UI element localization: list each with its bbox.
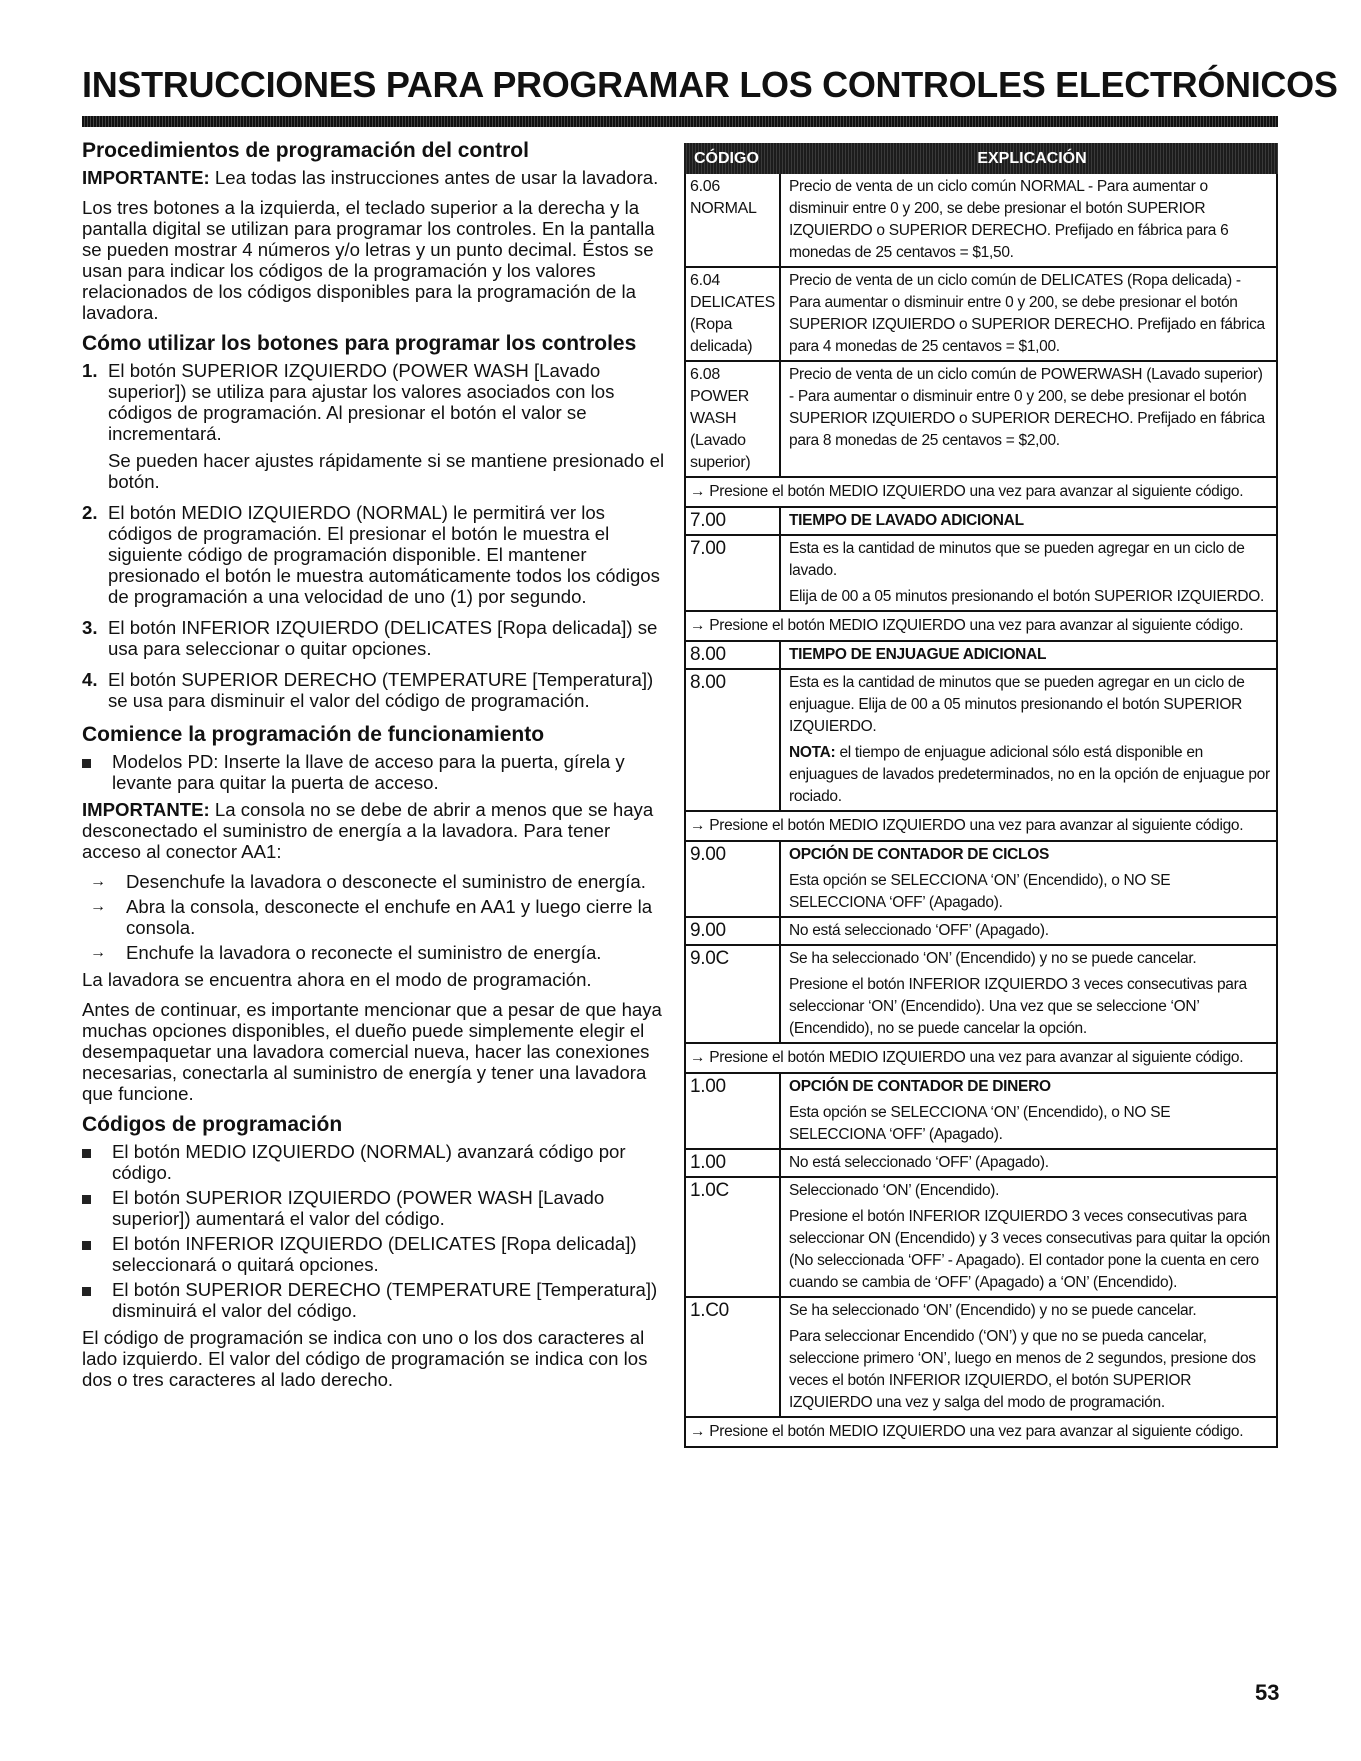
section-heading: Códigos de programación [82, 1113, 343, 1136]
arrow-icon: → [90, 873, 106, 890]
list-item: El botón SUPERIOR IZQUIERDO (POWER WASH [Lavado superior]) aumentará el valor del código. [82, 1187, 672, 1229]
row-text: Seleccionado ‘ON’ (Encendido). [789, 1182, 1000, 1199]
code-cell: 6.04 DELICATES (Ropa delicada) [686, 268, 781, 360]
arrow-icon: → [90, 898, 106, 915]
list-item: → Abra la consola, desconecte el enchufe en AA1 y luego cierre la consola. [82, 896, 672, 938]
table-group [684, 1074, 1278, 1418]
steps-list [82, 360, 672, 717]
list-item: 3. El botón INFERIOR IZQUIERDO (DELICATES [Ropa delicada]) se usa para seleccionar o quitar opciones. [82, 617, 658, 659]
table-row [686, 944, 1276, 1042]
description-cell [781, 642, 1276, 668]
bullet-list [82, 1141, 672, 1321]
description-cell [781, 1178, 1276, 1296]
description-cell [781, 536, 1276, 610]
description-cell [781, 1298, 1276, 1416]
code-cell: 9.00 [686, 918, 781, 944]
list-item: → Desenchufe la lavadora o desconecte el suministro de energía. [82, 871, 672, 892]
description-cell [781, 362, 1276, 476]
advance-instruction: → Presione el botón MEDIO IZQUIERDO una vez para avanzar al siguiente código. [684, 812, 1278, 842]
row-text: No está seleccionado ‘OFF’ (Apagado). [789, 922, 1049, 939]
row-text: Elija de 00 a 05 minutos presionando el botón SUPERIOR IZQUIERDO. [789, 588, 1265, 605]
table-body [684, 174, 1278, 1448]
code-cell: 6.06 NORMAL [686, 174, 781, 266]
bullet-icon [82, 1149, 91, 1158]
list-item: → Enchufe la lavadora o reconecte el suministro de energía. [82, 942, 672, 963]
code-cell: 1.C0 [686, 1298, 781, 1416]
code-cell: 7.00 [686, 536, 781, 610]
row-note: NOTA: el tiempo de enjuague adicional sólo está disponible en enjuagues de lavados predeterminados, no en la opción de enjuague por rociado. [789, 744, 1270, 805]
row-text: Precio de venta de un ciclo común de DELICATES (Ropa delicada) - Para aumentar o disminuir entre 0 y 200, se debe presionar el botón SUPERIOR IZQUIERDO o SUPERIOR DERECHO. Prefijado en fábrica para 4 monedas de 25 centavos = $1,00. [789, 272, 1265, 355]
important-note: IMPORTANTE: Lea todas las instrucciones antes de usar la lavadora. [82, 167, 659, 188]
row-heading: OPCIÓN DE CONTADOR DE DINERO [789, 1078, 1051, 1095]
row-text: Presione el botón INFERIOR IZQUIERDO 3 veces consecutivas para seleccionar ON (Encendido) y 3 veces consecutivas para quitar la opción (No seleccionada ‘OFF’ - Apagado). El contador pone la cuenta en cero cuando se cambia de ‘OFF’ (Apagado) a ‘ON’ (Encendido). [789, 1208, 1270, 1291]
table-row [686, 174, 1276, 266]
code-cell: 9.0C [686, 946, 781, 1042]
list-item: 4. El botón SUPERIOR DERECHO (TEMPERATURE [Temperatura]) se usa para disminuir el valor del código de programación. [82, 669, 654, 711]
description-cell [781, 670, 1276, 810]
important-note: IMPORTANTE: La consola no se debe de abrir a menos que se haya desconectado el suministro de energía a la lavadora. Para tener acceso al conector AA1: [82, 799, 654, 862]
code-cell: 8.00 [686, 642, 781, 668]
section-heading: Cómo utilizar los botones para programar los controles [82, 332, 637, 355]
bullet-list [82, 751, 672, 793]
table-row [686, 1176, 1276, 1296]
description-cell [781, 1074, 1276, 1148]
table-row [686, 1148, 1276, 1176]
list-item: El botón MEDIO IZQUIERDO (NORMAL) avanzará código por código. [82, 1141, 672, 1183]
advance-instruction: → Presione el botón MEDIO IZQUIERDO una vez para avanzar al siguiente código. [684, 1418, 1278, 1448]
table-row [686, 1296, 1276, 1416]
table-group [684, 842, 1278, 1044]
advance-instruction: → Presione el botón MEDIO IZQUIERDO una vez para avanzar al siguiente código. [684, 612, 1278, 642]
row-text: Presione el botón INFERIOR IZQUIERDO 3 veces consecutivas para seleccionar ‘ON’ (Encendido). Una vez que se seleccione ‘ON’ (Encendido), no se puede cancelar la opción. [789, 976, 1247, 1037]
row-text: No está seleccionado ‘OFF’ (Apagado). [789, 1154, 1049, 1171]
row-text: Esta es la cantidad de minutos que se pueden agregar en un ciclo de enjuague. Elija de 00 a 05 minutos presionando el botón SUPERIOR IZQUIERDO. [789, 674, 1245, 735]
table-header [684, 143, 1278, 174]
code-cell: 7.00 [686, 508, 781, 534]
list-item: El botón INFERIOR IZQUIERDO (DELICATES [Ropa delicada]) seleccionará o quitará opciones. [82, 1233, 672, 1275]
page-title: INSTRUCCIONES PARA PROGRAMAR LOS CONTROLES ELECTRÓNICOS [82, 64, 1338, 105]
list-item: 1. El botón SUPERIOR IZQUIERDO (POWER WASH [Lavado superior]) se utiliza para ajustar los valores asociados con los códigos de programación. Al presionar el botón el valor se incrementará. Se pueden hacer ajustes rápidamente si se mantiene presionado el botón. [82, 360, 665, 492]
description-cell [781, 174, 1276, 266]
list-item: El botón SUPERIOR DERECHO (TEMPERATURE [Temperatura]) disminuirá el valor del código. [82, 1279, 672, 1321]
row-text: Para seleccionar Encendido (‘ON’) y que no se pueda cancelar, seleccione primero ‘ON’, luego en menos de 2 segundos, presione dos veces el botón INFERIOR IZQUIERDO, el botón SUPERIOR IZQUIERDO una vez y salga del modo de programación. [789, 1328, 1256, 1411]
bullet-icon [82, 1195, 91, 1204]
table-row [686, 916, 1276, 944]
row-text: Precio de venta de un ciclo común NORMAL - Para aumentar o disminuir entre 0 y 200, se debe presionar el botón SUPERIOR IZQUIERDO o SUPERIOR DERECHO. Prefijado en fábrica para 6 monedas de 25 centavos = $1,50. [789, 178, 1229, 261]
list-item: Modelos PD: Inserte la llave de acceso para la puerta, gírela y levante para quitar la puerta de acceso. [82, 751, 672, 793]
table-row [686, 842, 1276, 916]
table-row [686, 508, 1276, 534]
description-cell [781, 946, 1276, 1042]
table-row [686, 1074, 1276, 1148]
table-group [684, 642, 1278, 812]
code-cell: 8.00 [686, 670, 781, 810]
header-explanation: EXPLICACIÓN [977, 149, 1087, 167]
table-row [686, 534, 1276, 610]
list-item: 2. El botón MEDIO IZQUIERDO (NORMAL) le permitirá ver los códigos de programación. El presionar el botón le muestra el siguiente código de programación disponible. El mantener presionado el botón le muestra automáticamente todos los códigos de programación a una velocidad de uno (1) por segundo. [82, 502, 660, 607]
header-code: CÓDIGO [694, 149, 759, 167]
arrow-icon: → [90, 944, 106, 961]
row-text: Esta opción se SELECCIONA ‘ON’ (Encendido), o NO SE SELECCIONA ‘OFF’ (Apagado). [789, 872, 1171, 911]
description-cell [781, 268, 1276, 360]
table-row [686, 360, 1276, 476]
description-cell [781, 918, 1276, 944]
table-row [686, 266, 1276, 360]
left-column [82, 135, 672, 1399]
bullet-icon [82, 1287, 91, 1296]
code-cell: 1.00 [686, 1150, 781, 1176]
row-heading: TIEMPO DE ENJUAGUE ADICIONAL [789, 646, 1047, 663]
description-cell [781, 1150, 1276, 1176]
code-cell: 6.08 POWER WASH (Lavado superior) [686, 362, 781, 476]
title-rule [82, 116, 1278, 127]
code-table [684, 143, 1278, 1448]
row-text: Precio de venta de un ciclo común de POWERWASH (Lavado superior) - Para aumentar o disminuir entre 0 y 200, se debe presionar el botón SUPERIOR IZQUIERDO o SUPERIOR DERECHO. Prefijado en fábrica para 8 monedas de 25 centavos = $2,00. [789, 366, 1265, 449]
section-heading: Procedimientos de programación del control [82, 139, 529, 162]
code-cell: 1.0C [686, 1178, 781, 1296]
paragraph: El código de programación se indica con uno o los dos caracteres al lado izquierdo. El valor del código de programación se indica con los dos o tres caracteres al lado derecho. [82, 1327, 648, 1390]
code-cell: 9.00 [686, 842, 781, 916]
arrow-list [82, 871, 672, 963]
advance-instruction: → Presione el botón MEDIO IZQUIERDO una vez para avanzar al siguiente código. [684, 478, 1278, 508]
page-number: 53 [1255, 1680, 1280, 1705]
advance-instruction: → Presione el botón MEDIO IZQUIERDO una vez para avanzar al siguiente código. [684, 1044, 1278, 1074]
table-group [684, 508, 1278, 612]
row-heading: TIEMPO DE LAVADO ADICIONAL [789, 512, 1024, 529]
table-row [686, 668, 1276, 810]
row-heading: OPCIÓN DE CONTADOR DE CICLOS [789, 846, 1049, 863]
description-cell [781, 508, 1276, 534]
section-heading: Comience la programación de funcionamiento [82, 723, 545, 746]
table-group [684, 174, 1278, 478]
row-text: Esta opción se SELECCIONA ‘ON’ (Encendido), o NO SE SELECCIONA ‘OFF’ (Apagado). [789, 1104, 1171, 1143]
code-cell: 1.00 [686, 1074, 781, 1148]
description-cell [781, 842, 1276, 916]
row-text: Esta es la cantidad de minutos que se pueden agregar en un ciclo de lavado. [789, 540, 1245, 579]
bullet-icon [82, 1241, 91, 1250]
bullet-icon [82, 759, 91, 768]
row-text: Se ha seleccionado ‘ON’ (Encendido) y no se puede cancelar. [789, 1302, 1197, 1319]
paragraph: Antes de continuar, es importante mencionar que a pesar de que haya muchas opciones disponibles, el dueño puede simplemente elegir el desempaquetar una lavadora comercial nueva, hacer las conexiones necesarias, conectarla al suministro de energía y tener una lavadora que funcione. [82, 999, 662, 1104]
table-row [686, 642, 1276, 668]
paragraph: La lavadora se encuentra ahora en el modo de programación. [82, 969, 592, 990]
paragraph: Los tres botones a la izquierda, el teclado superior a la derecha y la pantalla digital se utilizan para programar los controles. En la pantalla se pueden mostrar 4 números y/o letras y un punto decimal. Éstos se usan para indicar los códigos de la programación y los valores relacionados de los códigos disponibles para la programación de la lavadora. [82, 197, 655, 323]
row-text: Se ha seleccionado ‘ON’ (Encendido) y no se puede cancelar. [789, 950, 1197, 967]
